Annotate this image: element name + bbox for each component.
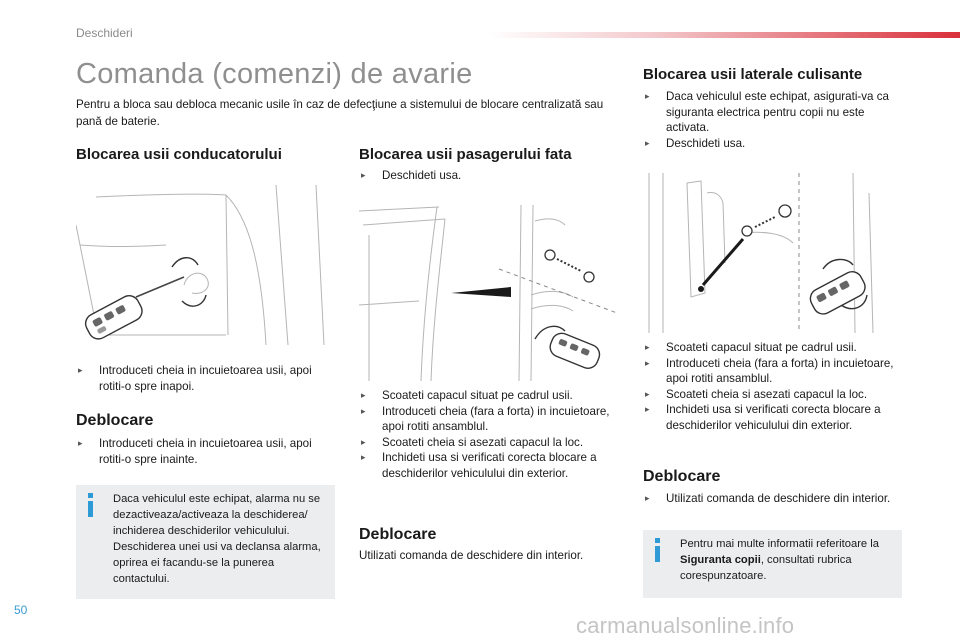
list-item: ▸ Inchideti usa si verificati corecta blocare a deschiderilor vehiculului din exterior. [643, 402, 905, 433]
list-item: ▸ Scoateti cheia si asezati capacul la loc. [359, 435, 621, 451]
sliding-door-illustration [643, 173, 903, 333]
list-item: ▸ Scoateti capacul situat pe cadrul usii. [643, 340, 905, 356]
intro-text: Pentru a bloca sau debloca mecanic usile în caz de defecţiune a sistemului de blocare centralizată sau pană de baterie. [76, 98, 604, 128]
passenger-unlock-heading: Deblocare [359, 526, 437, 543]
list-item: ▸ Introduceti cheia in incuietoarea usii, apoi rotiti-o spre inapoi. [76, 363, 332, 394]
child-safety-note-text: Pentru mai multe informatii referitoare la Siguranta copii, consultati rubrica corespunzatoare. [680, 538, 879, 582]
list-item: ▸ Introduceti cheia in incuietoarea usii, apoi rotiti-o spre inainte. [76, 436, 332, 467]
driver-unlock-heading: Deblocare [76, 412, 154, 429]
list-item: ▸ Inchideti usa si verificati corecta blocare a deschiderilor vehiculului din exterior. [359, 450, 621, 481]
watermark: carmanualsonline.info [576, 613, 795, 638]
sliding-unlock-steps [643, 491, 905, 507]
list-item: ▸ Introduceti cheia (fara a forta) in incuietoare, apoi rotiti ansamblul. [359, 404, 621, 435]
list-item: ▸ Introduceti cheia (fara a forta) in incuietoare, apoi rotiti ansamblul. [643, 356, 905, 387]
list-item: ▸ Daca vehiculul este echipat, asigurati-va ca siguranta electrica pentru copii nu este activata. [643, 89, 903, 136]
sliding-lock-steps [643, 340, 905, 433]
driver-door-illustration [76, 185, 334, 351]
child-safety-link-text: Siguranta copii [680, 554, 761, 566]
driver-lock-steps [76, 363, 332, 394]
driver-door-heading: Blocarea usii conducatorului [76, 146, 282, 163]
passenger-pre-steps [359, 168, 619, 184]
alarm-note-text: Daca vehiculul este echipat, alarma nu se dezactiveaza/activeaza la deschiderea/ inchiderea deschiderilor vehiculului. Deschiderea unei usi va declansa alarma, oprirea ei facandu-se la punerea contactului. [113, 493, 321, 585]
page-title: Comanda (comenzi) de avarie [76, 58, 473, 90]
child-safety-note [643, 530, 902, 598]
sliding-door-heading: Blocarea usii laterale culisante [643, 66, 863, 83]
passenger-door-heading: Blocarea usii pasagerului fata [359, 146, 572, 163]
passenger-unlock-text: Utilizati comanda de deschidere din interior. [359, 549, 584, 562]
driver-unlock-steps [76, 436, 332, 467]
info-icon [655, 538, 660, 562]
alarm-note [76, 485, 335, 599]
list-item: ▸ Scoateti cheia si asezati capacul la loc. [643, 387, 905, 403]
passenger-door-illustration [359, 205, 617, 381]
list-item: ▸ Deschideti usa. [643, 136, 903, 152]
list-item: ▸ Deschideti usa. [359, 168, 619, 184]
list-item: ▸ Scoateti capacul situat pe cadrul usii. [359, 388, 621, 404]
list-item: ▸ Utilizati comanda de deschidere din interior. [643, 491, 905, 507]
section-label: Deschideri [76, 26, 133, 40]
page-number: 50 [14, 603, 28, 617]
sliding-pre-steps [643, 89, 903, 151]
header-rule [488, 32, 960, 38]
passenger-lock-steps [359, 388, 621, 481]
sliding-unlock-heading: Deblocare [643, 468, 721, 485]
info-icon [88, 493, 93, 517]
